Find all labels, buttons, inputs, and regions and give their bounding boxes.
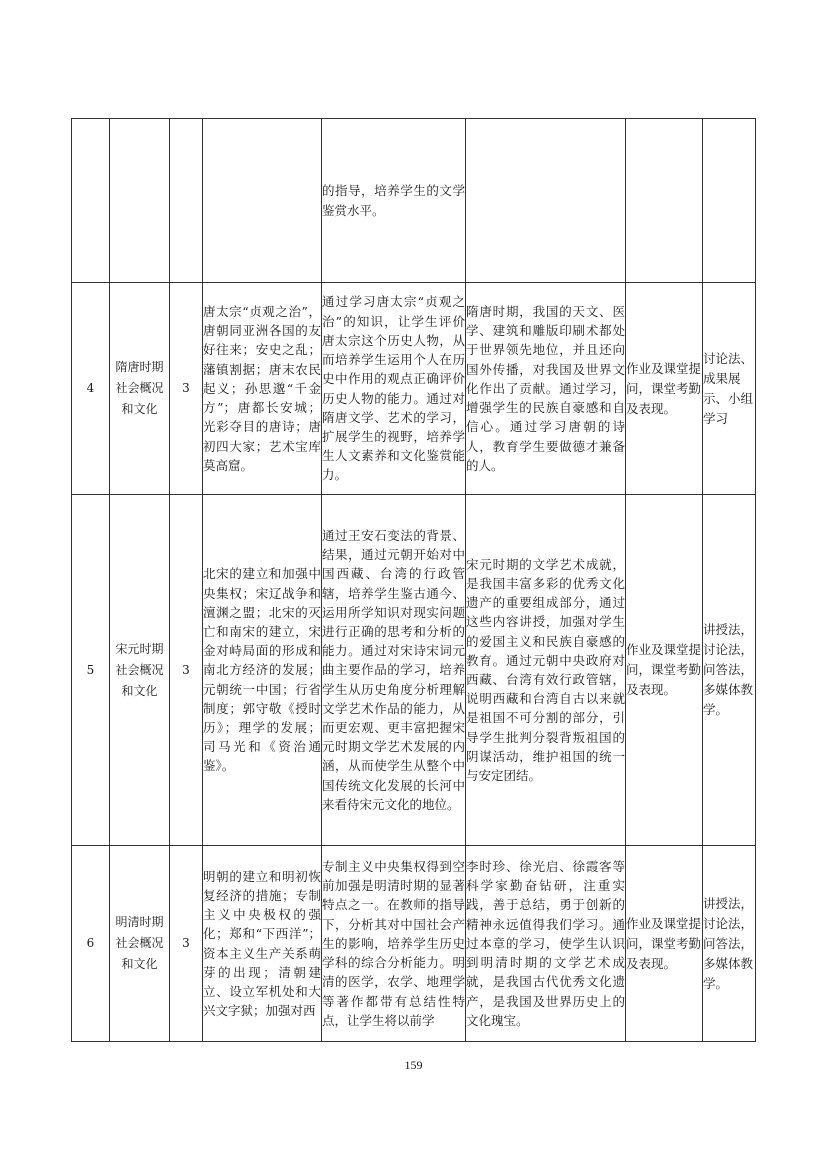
assessment-cell xyxy=(626,119,703,283)
ideology-cell: 宋元时期的文学艺术成就，是我国丰富多彩的优秀文化遗产的重要组成部分，通过这些内容讲授，加强对学生的爱国主义和民族自豪感的教育。通过元朝中央政府对西藏、台湾有效行政管辖，说明西藏和台湾自古以来就是祖国不可分割的部分，引导学生批判分裂背叛祖国的阴谋活动，维护祖国的统一与安定团结。 xyxy=(466,495,626,846)
method-cell: 讲授法，讨论法，问答法，多媒体教学。 xyxy=(703,495,756,846)
table-row xyxy=(72,119,756,283)
table-row xyxy=(72,846,756,1042)
objectives-cell: 通过学习唐太宗“贞观之治”的知识，让学生评价唐太宗这个历史人物，从而培养学生运用个人在历史中作用的观点正确评价历史人物的能力。通过对隋唐文学、艺术的学习，扩展学生的视野，培养学生人文素养和文化鉴赏能力。 xyxy=(322,283,466,495)
chapter-name-cell xyxy=(110,119,170,283)
chapter-name-cell: 宋元时期社会概况和文化 xyxy=(110,495,170,846)
content-cell: 明朝的建立和明初恢复经济的措施；专制主义中央极权的强化；郑和“下西洋”；资本主义生产关系萌芽的出现；清朝建立、设立军机处和大兴文字狱；加强对西 xyxy=(203,846,322,1042)
chapter-name-cell: 明清时期社会概况和文化 xyxy=(110,846,170,1042)
row-number-cell: 5 xyxy=(72,495,110,846)
content-cell: 北宋的建立和加强中央集权；宋辽战争和澶渊之盟；北宋的灭亡和南宋的建立，宋金对峙局面的形成和南北方经济的发展；元朝统一中国；行省制度；郭守敬《授时历》；理学的发展；司马光和《资治通鉴》。 xyxy=(203,495,322,846)
hours-cell: 3 xyxy=(170,283,203,495)
ideology-cell: 隋唐时期，我国的天文、医学、建筑和雕版印刷术都处于世界领先地位，并且还向国外传播，对我国及世界文化作出了贡献。通过学习，增强学生的民族自豪感和自信心。通过学习唐朝的诗人，教育学生要做德才兼备的人。 xyxy=(466,283,626,495)
objectives-cell: 的指导，培养学生的文学鉴赏水平。 xyxy=(322,119,466,283)
objectives-cell: 通过王安石变法的背景、结果，通过元朝开始对中国西藏、台湾的行政管辖，培养学生鉴古通今、运用所学知识对现实问题进行正确的思考和分析的能力。通过对宋诗宋词元曲主要作品的学习，培养学生从历史角度分析理解文学艺术作品的能力，从而更宏观、更丰富把握宋元时期文学艺术发展的内涵，从而使学生从整个中国传统文化发展的长河中来看待宋元文化的地位。 xyxy=(322,495,466,846)
method-cell xyxy=(703,119,756,283)
content-cell xyxy=(203,119,322,283)
ideology-cell: 李时珍、徐光启、徐霞客等科学家勤奋钻研，注重实践，善于总结，勇于创新的精神永远值得我们学习。通过本章的学习，使学生认识到明清时期的文学艺术成就，是我国古代优秀文化遗产，是我国及世界历史上的文化瑰宝。 xyxy=(466,846,626,1042)
content-cell: 唐太宗“贞观之治”，唐朝同亚洲各国的友好往来；安史之乱；藩镇割据；唐末农民起义；孙思邈“千金方”；唐都长安城；光彩夺目的唐诗；唐初四大家；艺术宝库莫高窟。 xyxy=(203,283,322,495)
hours-cell xyxy=(170,119,203,283)
page-number: 159 xyxy=(404,1058,423,1072)
assessment-cell: 作业及课堂提问，课堂考勤及表现。 xyxy=(626,846,703,1042)
syllabus-table xyxy=(71,118,756,1042)
objectives-cell: 专制主义中央集权得到空前加强是明清时期的显著特点之一。在教师的指导下，分析其对中国社会产生的影响，培养学生历史学科的综合分析能力。明清的医学，农学、地理学等著作都带有总结性特点，让学生将以前学 xyxy=(322,846,466,1042)
table-row xyxy=(72,283,756,495)
table-row xyxy=(72,495,756,846)
row-number-cell: 6 xyxy=(72,846,110,1042)
hours-cell: 3 xyxy=(170,846,203,1042)
row-number-cell: 4 xyxy=(72,283,110,495)
chapter-name-cell: 隋唐时期社会概况和文化 xyxy=(110,283,170,495)
method-cell: 讲授法，讨论法，问答法，多媒体教学。 xyxy=(703,846,756,1042)
assessment-cell: 作业及课堂提问，课堂考勤及表现。 xyxy=(626,495,703,846)
row-number-cell xyxy=(72,119,110,283)
assessment-cell: 作业及课堂提问，课堂考勤及表现。 xyxy=(626,283,703,495)
ideology-cell xyxy=(466,119,626,283)
method-cell: 讨论法、成果展示、小组学习 xyxy=(703,283,756,495)
hours-cell: 3 xyxy=(170,495,203,846)
